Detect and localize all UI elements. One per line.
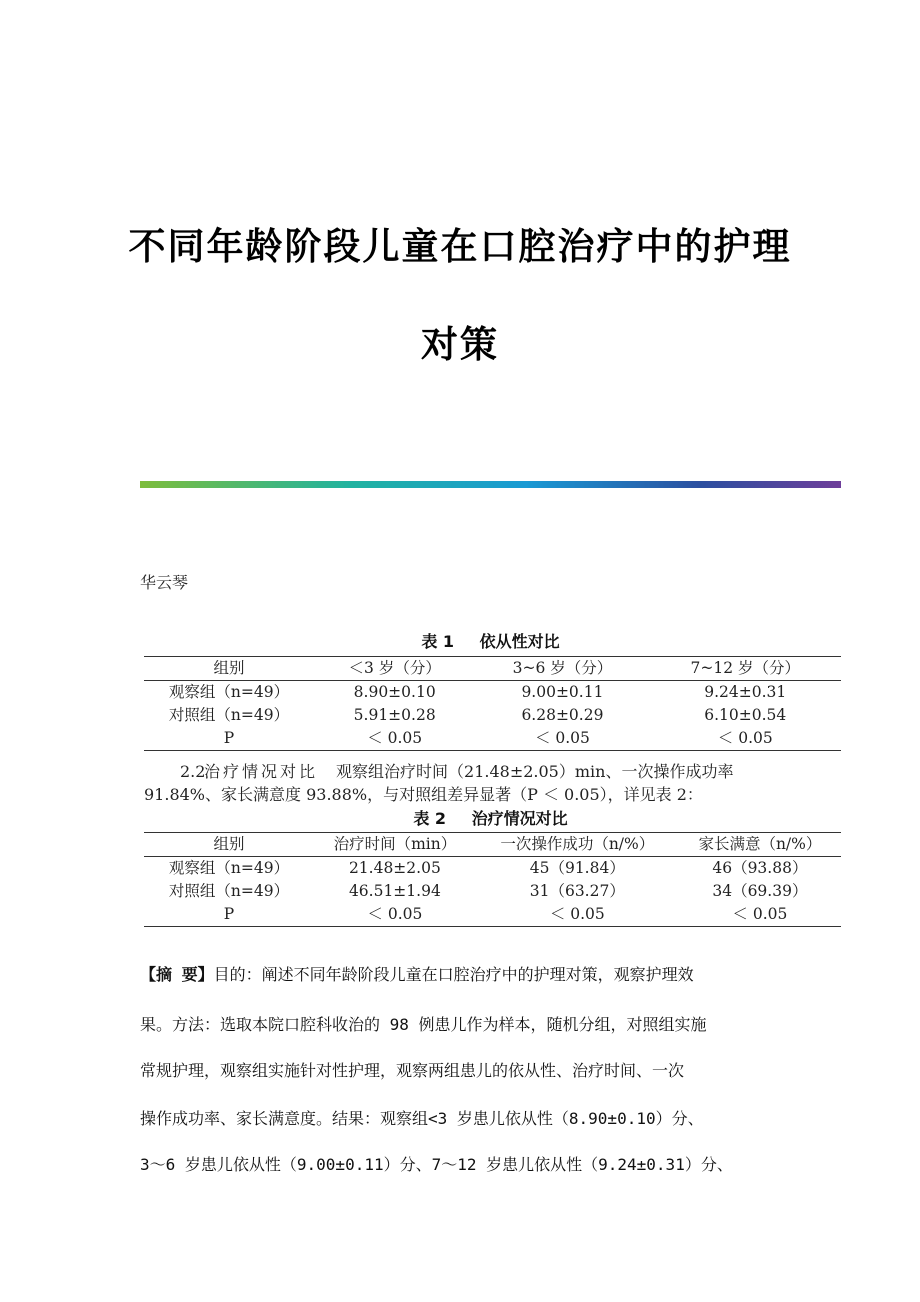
table-header-cell: 组别 — [213, 835, 245, 853]
table-cell: ＜ 0.05 — [549, 905, 605, 923]
abstract-text: 目的：阐述不同年龄阶段儿童在口腔治疗中的护理对策，观察护理效 — [213, 965, 694, 984]
table-row — [144, 857, 841, 881]
table-header-cell: 治疗时间（min） — [333, 835, 457, 853]
table-row — [144, 880, 841, 903]
table-header-cell: 3~6 岁（分） — [512, 659, 613, 677]
table-cell: 6.28±0.29 — [521, 706, 604, 724]
table-cell: ＜ 0.05 — [732, 905, 788, 923]
table-header-cell: 一次操作成功（n/%） — [500, 835, 655, 853]
table-cell: 31（63.27） — [529, 882, 625, 900]
table-cell: 6.10±0.54 — [704, 706, 787, 724]
table-cell: P — [223, 729, 235, 747]
table-cell: 5.91±0.28 — [353, 706, 436, 724]
table1-caption-number: 表 1 — [421, 632, 455, 651]
treatment-table — [144, 832, 841, 927]
table-header-cell: 组别 — [213, 659, 245, 677]
abstract-line4: 操作成功率、家长满意度。结果：观察组<3 岁患儿依从性（8.90±0.10）分、 — [140, 1109, 704, 1128]
table-row — [144, 704, 841, 727]
document-title-line1: 不同年龄阶段儿童在口腔治疗中的护理 — [128, 225, 792, 268]
section-title: 治疗情况对比 — [204, 762, 319, 781]
table-header-row — [144, 657, 841, 681]
table-row — [144, 727, 841, 751]
table-cell: 对照组（n=49） — [168, 882, 290, 900]
table-cell: 46.51±1.94 — [348, 882, 441, 900]
document-title-line2: 对策 — [421, 323, 499, 366]
section-number: 2.2 — [180, 762, 206, 781]
table-header-cell: 家长满意（n/%） — [698, 835, 822, 853]
table-header-cell: ＜3 岁（分） — [348, 659, 441, 677]
section-text: 观察组治疗时间（21.48±2.05）min、一次操作成功率 — [336, 762, 734, 781]
table-cell: 观察组（n=49） — [168, 683, 290, 701]
table-cell: 9.24±0.31 — [704, 683, 787, 701]
abstract-line5: 3～6 岁患儿依从性（9.00±0.11）分、7～12 岁患儿依从性（9.24±0.31）分、 — [140, 1155, 733, 1174]
table2-caption-number: 表 2 — [413, 809, 447, 828]
table-row — [144, 681, 841, 705]
table1-caption — [140, 629, 841, 652]
table-cell: ＜ 0.05 — [534, 729, 590, 747]
table-header-row — [144, 833, 841, 857]
table-cell: 9.00±0.11 — [521, 683, 604, 701]
abstract-line1 — [140, 962, 840, 985]
table-cell: 34（69.39） — [712, 882, 808, 900]
section-2-2-line1 — [144, 759, 844, 782]
author-name: 华云琴 — [140, 573, 189, 592]
table-header-cell: 7~12 岁（分） — [690, 659, 801, 677]
table-cell: 观察组（n=49） — [168, 859, 290, 877]
table-cell: ＜ 0.05 — [717, 729, 773, 747]
gradient-divider — [140, 481, 841, 488]
abstract-line3: 常规护理，观察组实施针对性护理，观察两组患儿的依从性、治疗时间、一次 — [140, 1061, 685, 1080]
table-cell: ＜ 0.05 — [367, 729, 423, 747]
abstract-label: 【摘 要】 — [140, 965, 214, 984]
compliance-table — [144, 656, 841, 751]
section-2-2-line2: 91.84%、家长满意度 93.88%，与对照组差异显著（P ＜ 0.05），详见表 2： — [144, 785, 703, 804]
table-cell: ＜ 0.05 — [367, 905, 423, 923]
table-cell: P — [223, 905, 235, 923]
table-cell: 8.90±0.10 — [353, 683, 436, 701]
table2-caption-title: 治疗情况对比 — [471, 809, 568, 828]
table-cell: 46（93.88） — [712, 859, 808, 877]
table-cell: 21.48±2.05 — [348, 859, 441, 877]
table-row — [144, 903, 841, 927]
table2-caption — [140, 806, 841, 829]
table-cell: 45（91.84） — [529, 859, 625, 877]
abstract-line2: 果。方法：选取本院口腔科收治的 98 例患儿作为样本，随机分组，对照组实施 — [140, 1015, 707, 1034]
table-cell: 对照组（n=49） — [168, 706, 290, 724]
table1-caption-title: 依从性对比 — [479, 632, 560, 651]
